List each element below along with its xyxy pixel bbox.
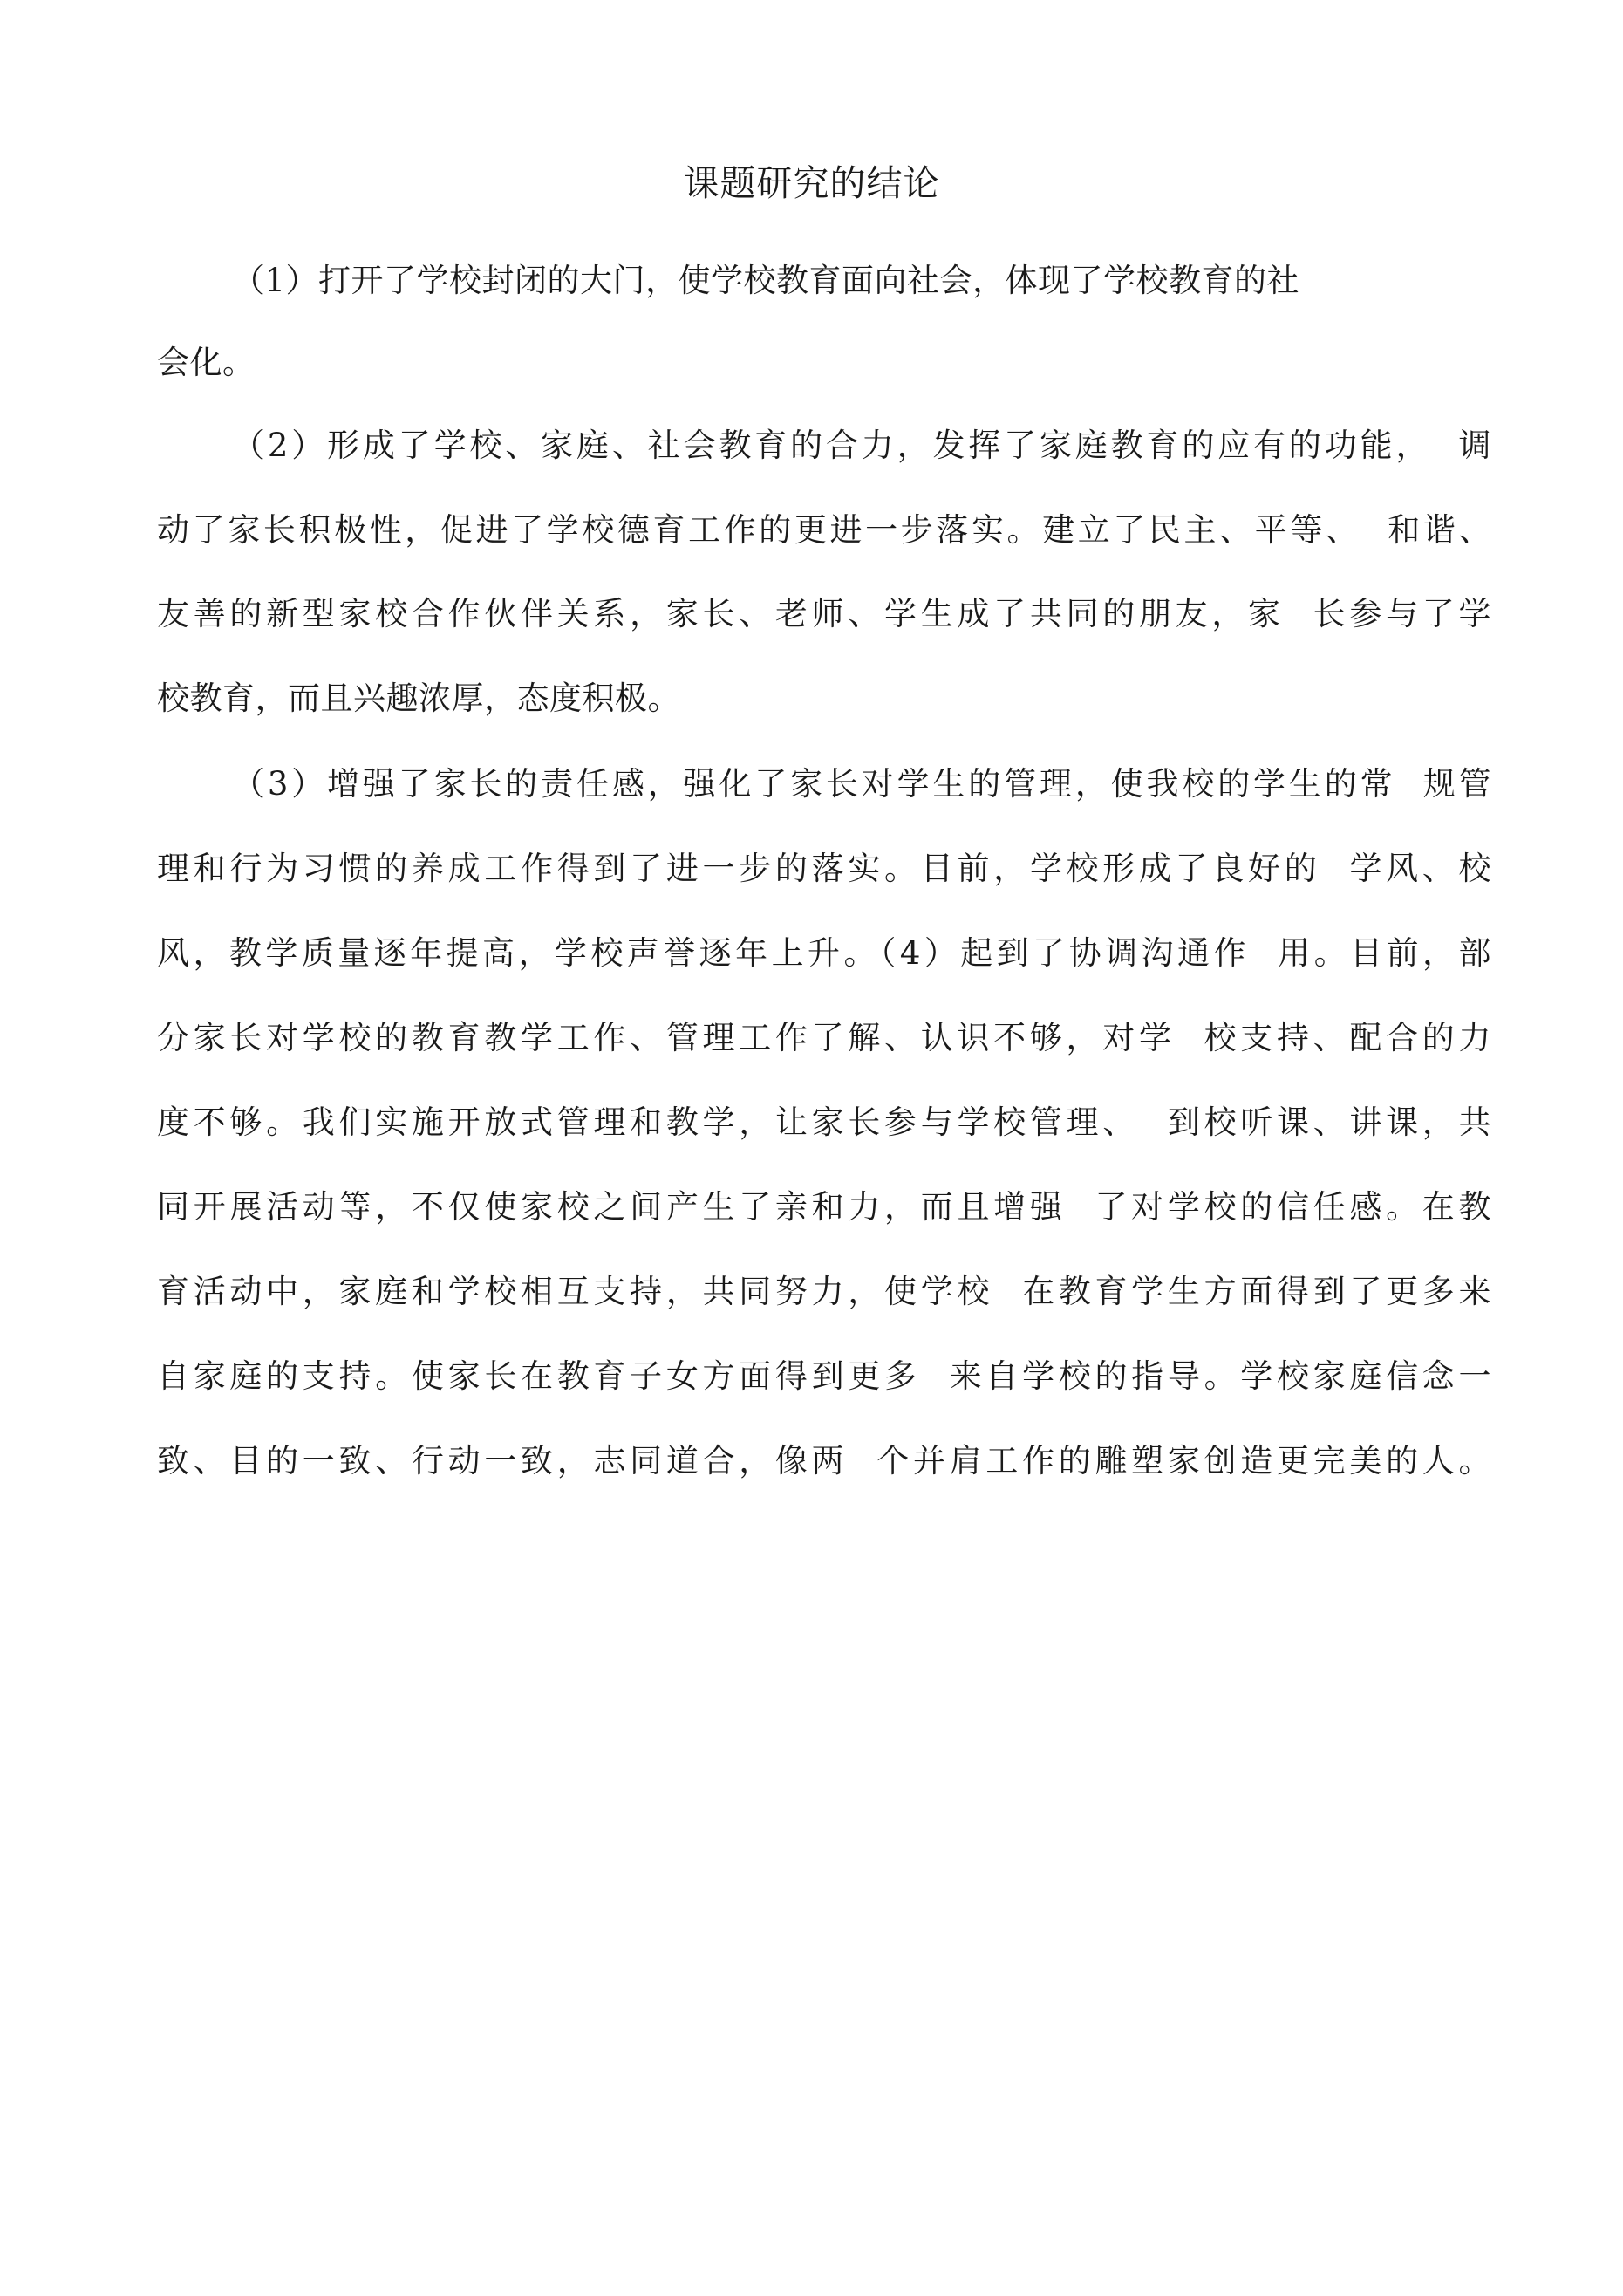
paragraph-3-line-1: （3）增强了家长的责任感，强化了家长对学生的管理，使我校的学生的常 规管 [232,765,1491,803]
page-title: 课题研究的结论 [683,162,940,204]
paragraph-2-line-1: （2）形成了学校、家庭、社会教育的合力，发挥了家庭教育的应有的功能， 调 [232,427,1491,464]
paragraph-3-line-6: 同开展活动等，不仅使家校之间产生了亲和力，而且增强 了对学校的信任感。在教 [157,1188,1491,1226]
paragraph-2-line-3: 友善的新型家校合作伙伴关系，家长、老师、学生成了共同的朋友，家 长参与了学 [157,595,1491,632]
paragraph-2-line-2: 动了家长积极性，促进了学校德育工作的更进一步落实。建立了民主、平等、 和谐、 [157,511,1491,549]
paragraph-3-line-8: 自家庭的支持。使家长在教育子女方面得到更多 来自学校的指导。学校家庭信念一 [157,1357,1491,1395]
paragraph-1-line-2: 会化。 [157,344,256,381]
paragraph-3-line-5: 度不够。我们实施开放式管理和教学，让家长参与学校管理、 到校听课、讲课，共 [157,1104,1491,1141]
paragraph-1-line-1: （1）打开了学校封闭的大门，使学校教育面向社会，体现了学校教育的社 [232,262,1300,299]
paragraph-3-line-2: 理和行为习惯的养成工作得到了进一步的落实。目前，学校形成了良好的 学风、校 [157,850,1491,887]
paragraph-3-line-7: 育活动中，家庭和学校相互支持，共同努力，使学校 在教育学生方面得到了更多来 [157,1273,1491,1310]
paragraph-3-line-3: 风，教学质量逐年提高，学校声誉逐年上升。（4）起到了协调沟通作 用。目前，部 [157,934,1491,972]
paragraph-3-line-4: 分家长对学校的教育教学工作、管理工作了解、认识不够，对学 校支持、配合的力 [157,1019,1491,1056]
paragraph-3-line-9: 致、目的一致、行动一致，志同道合，像两 个并肩工作的雕塑家创造更完美的人。 [157,1442,1491,1479]
paragraph-2-line-4: 校教育，而且兴趣浓厚，态度积极。 [157,680,680,717]
